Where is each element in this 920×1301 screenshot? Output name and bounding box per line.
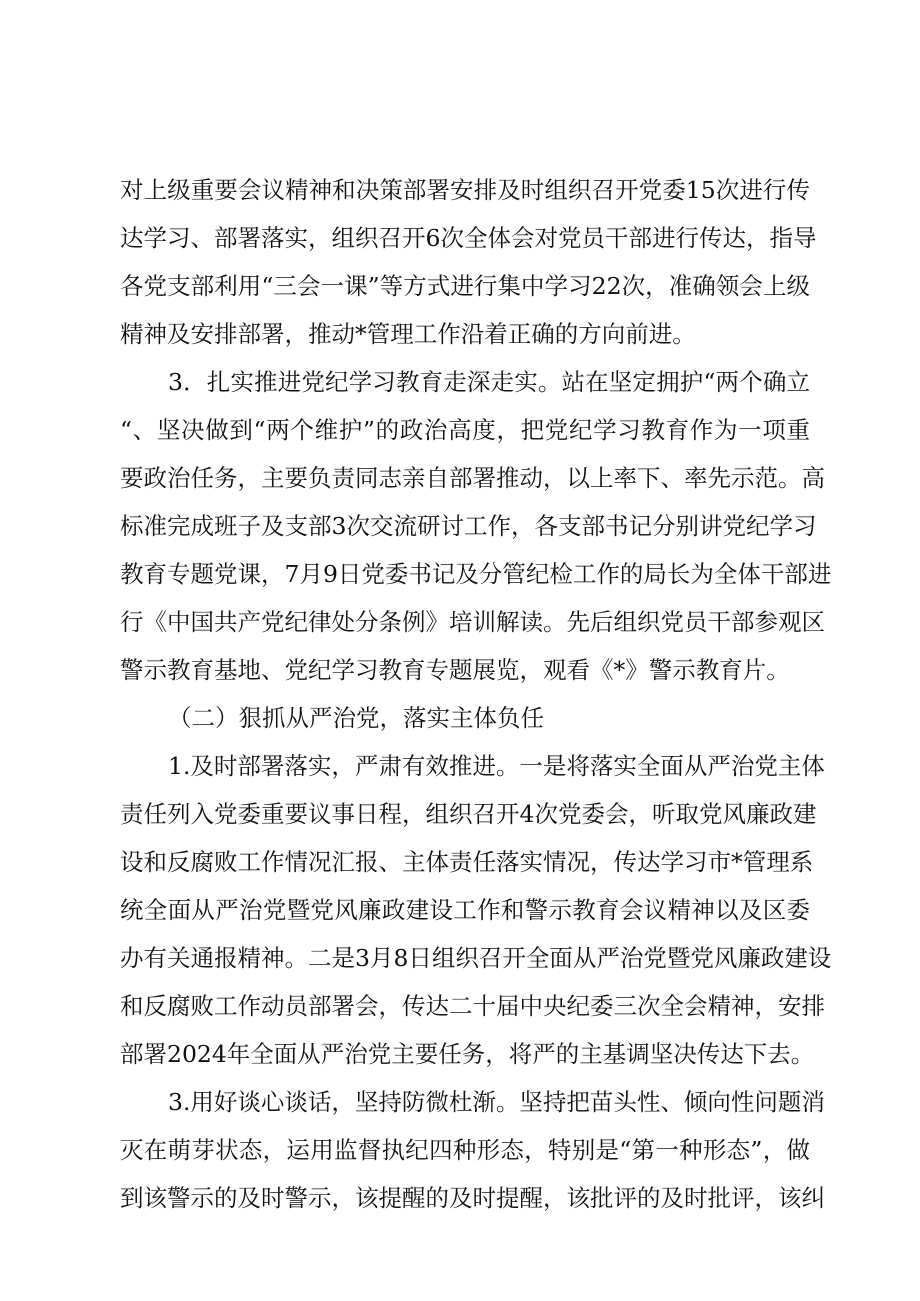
body-text-line: 精神及安排部署，推动*管理工作沿着正确的方向前进。 [120, 320, 696, 348]
body-text-line: 要政治任务，主要负责同志亲自部署推动，以上率下、率先示范。高 [120, 464, 825, 492]
body-text-line: 3.用好谈心谈话，坚持防微杜渐。坚持把苗头性、倾向性问题消 [168, 1088, 825, 1116]
body-text-line: 教育专题党课，7月9日党委书记及分管纪检工作的局长为全体干部进 [120, 560, 832, 588]
body-text-line: 3．扎实推进党纪学习教育走深走实。站在坚定拥护“两个确立 [168, 368, 810, 396]
body-text-line: 责任列入党委重要议事日程，组织召开4次党委会，听取党风廉政建 [120, 800, 817, 828]
body-text-line: 到该警示的及时警示，该提醒的及时提醒，该批评的及时批评，该纠 [120, 1184, 825, 1212]
body-text-line: 和反腐败工作动员部署会，传达二十届中央纪委三次全会精神，安排 [120, 992, 825, 1020]
body-text-line: 统全面从严治党暨党风廉政建设工作和警示教育会议精神以及区委 [120, 896, 810, 924]
body-text-line: 对上级重要会议精神和决策部署安排及时组织召开党委15次进行传 [120, 176, 810, 204]
body-text-line: 标准完成班子及支部3次交流研讨工作，各支部书记分别讲党纪学习 [120, 512, 817, 540]
body-text-line: 部署2024年全面从严治党主要任务，将严的主基调坚决传达下去。 [120, 1040, 815, 1068]
body-text-line: “、坚决做到“两个维护”的政治高度，把党纪学习教育作为一项重 [120, 416, 810, 444]
body-text-line: 办有关通报精神。二是3月8日组织召开全面从严治党暨党风廉政建设 [120, 944, 832, 972]
body-text-line: 1.及时部署落实，严肃有效推进。一是将落实全面从严治党主体 [168, 752, 825, 780]
body-text-line: 各党支部利用“三会一课”等方式进行集中学习22次，准确领会上级 [120, 272, 810, 300]
body-text-line: 警示教育基地、党纪学习教育专题展览，观看《*》警示教育片。 [120, 656, 790, 684]
section-heading: （二）狠抓从严治党，落实主体负任 [168, 704, 544, 732]
body-text-line: 设和反腐败工作情况汇报、主体责任落实情况，传达学习市*管理系 [120, 848, 814, 876]
body-text-line: 行《中国共产党纪律处分条例》培训解读。先后组织党员干部参观区 [120, 608, 825, 636]
body-text-line: 达学习、部署落实，组织召开6次全体会对党员干部进行传达，指导 [120, 224, 817, 252]
body-text-line: 灭在萌芽状态，运用监督执纪四种形态，特别是“第一种形态”，做 [120, 1136, 810, 1164]
